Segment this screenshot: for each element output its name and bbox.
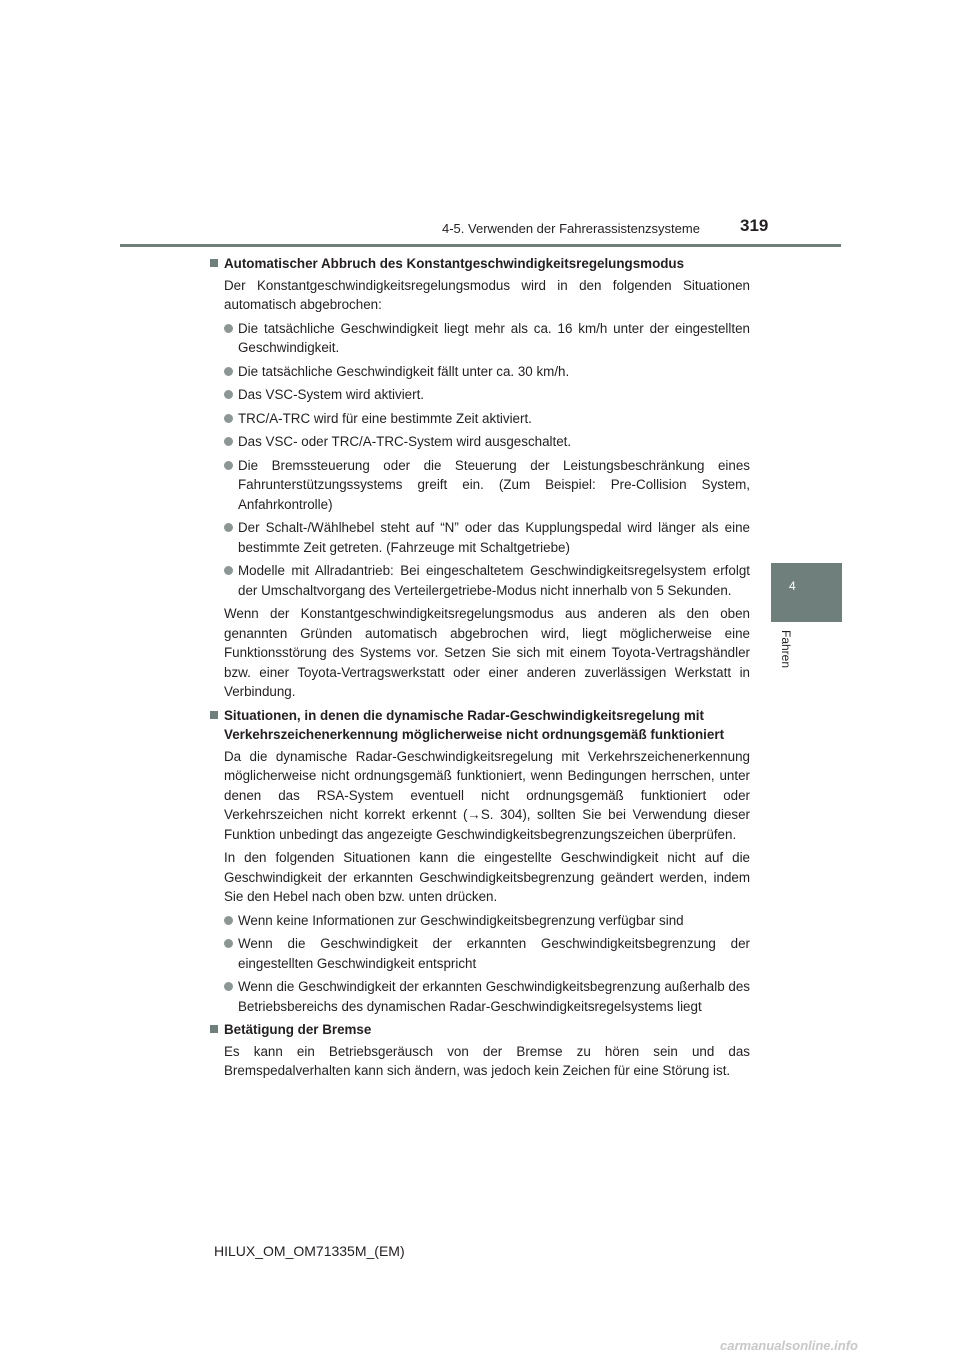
heading-text: Betätigung der Bremse xyxy=(224,1022,372,1037)
section-heading xyxy=(210,706,750,745)
watermark: carmanualsonline.info xyxy=(720,1338,858,1353)
round-bullet-icon xyxy=(224,523,233,532)
chapter-number: 4 xyxy=(789,579,796,593)
list-item xyxy=(210,432,750,452)
list-item-text: Die tatsächliche Geschwindigkeit liegt mehr als ca. 16 km/h unter der eingestellten Geschwindigkeit. xyxy=(238,320,750,355)
section-title: 4-5. Verwenden der Fahrerassistenzsysteme xyxy=(442,221,700,236)
chapter-label: Fahren xyxy=(779,630,793,669)
square-bullet-icon xyxy=(210,1025,218,1033)
header-divider xyxy=(120,244,841,247)
round-bullet-icon xyxy=(224,390,233,399)
section-auto-cancel xyxy=(210,254,750,702)
list-item xyxy=(210,385,750,405)
paragraph: Der Konstantgeschwindigkeitsregelungsmodus wird in den folgenden Situationen automatisch abgebrochen: xyxy=(224,277,750,312)
paragraph: In den folgenden Situationen kann die eingestellte Geschwindigkeit nicht auf die Geschwindigkeit der erkannten Geschwindigkeitsbegrenzung geändert werden, indem Sie den Hebel nach oben bzw. unten drücken. xyxy=(224,850,750,904)
heading-text: Situationen, in denen die dynamische Radar-Geschwindigkeitsregelung mit Verkehrszeichenerkennung möglicherweise nicht ordnungsgemäß funktioniert xyxy=(224,707,725,742)
paragraph: Da die dynamische Radar-Geschwindigkeitsregelung mit Verkehrszeichenerkennung möglicherweise nicht ordnungsgemäß funktioniert, wenn Bedingungen herrschen, unter denen das RSA-System eventuell nicht ordnungsgemäß funktioniert oder Verkehrszeichen nicht korrekt erkennt (→S. 304), sollten Sie bei Verwendung dieser Funktion unbedingt das angezeigte Geschwindigkeitsbegrenzungszeichen überprüfen. xyxy=(224,748,750,842)
document-code: HILUX_OM_OM71335M_(EM) xyxy=(214,1243,405,1259)
list-item-text: Wenn keine Informationen zur Geschwindigkeitsbegrenzung verfügbar sind xyxy=(238,912,684,928)
list-item-text: Der Schalt-/Wählhebel steht auf “N” oder das Kupplungspedal wird länger als eine bestimmte Zeit getreten. (Fahrzeuge mit Schaltgetriebe) xyxy=(238,520,750,555)
list-item xyxy=(210,977,750,1016)
list-item xyxy=(210,362,750,382)
page-number: 319 xyxy=(740,216,769,235)
list-item-text: Das VSC-System wird aktiviert. xyxy=(238,387,425,402)
round-bullet-icon xyxy=(224,982,233,991)
chapter-tab[interactable] xyxy=(771,563,842,622)
list-item-text: Die tatsächliche Geschwindigkeit fällt unter ca. 30 km/h. xyxy=(238,363,570,379)
round-bullet-icon xyxy=(224,367,233,376)
section-heading xyxy=(210,1020,750,1040)
heading-text: Automatischer Abbruch des Konstantgeschwindigkeitsregelungsmodus xyxy=(224,256,685,271)
list-item-text: Modelle mit Allradantrieb: Bei eingeschaltetem Geschwindigkeitsregelsystem erfolgt der Umschaltvorgang des Verteilergetriebe-Modus nicht innerhalb von 5 Sekunden. xyxy=(238,563,750,598)
page-content xyxy=(210,254,750,1085)
round-bullet-icon xyxy=(224,324,233,333)
section-heading xyxy=(210,254,750,274)
square-bullet-icon xyxy=(210,711,218,719)
round-bullet-icon xyxy=(224,437,233,446)
round-bullet-icon xyxy=(224,414,233,423)
round-bullet-icon xyxy=(224,461,233,470)
list-item-text: Wenn die Geschwindigkeit der erkannten Geschwindigkeitsbegrenzung außerhalb des Betriebsbereichs des dynamischen Radar-Geschwindigkeitsregelsystems liegt xyxy=(238,979,750,1014)
list-item xyxy=(210,319,750,358)
list-item-text: Die Bremssteuerung oder die Steuerung der Leistungsbeschränkung eines Fahrunterstützungssystems greift ein. (Zum Beispiel: Pre-Collision System, Anfahrkontrolle) xyxy=(238,457,750,512)
round-bullet-icon xyxy=(224,939,233,948)
list-item xyxy=(210,561,750,600)
list-item-text: Das VSC- oder TRC/A-TRC-System wird ausgeschaltet. xyxy=(238,434,572,449)
list-item xyxy=(210,911,750,931)
paragraph: Wenn der Konstantgeschwindigkeitsregelungsmodus aus anderen als den oben genannten Gründen automatisch abgebrochen wird, liegt möglicherweise eine Funktionsstörung des Systems vor. Setzen Sie sich mit einem Toyota-Vertragshändler bzw. einer Toyota-Vertragswerkstatt oder einer anderen zuverlässigen Werkstatt in Verbindung. xyxy=(224,606,750,699)
section-brake-operation xyxy=(210,1020,750,1081)
round-bullet-icon xyxy=(224,916,233,925)
square-bullet-icon xyxy=(210,259,218,267)
section-radar-cruise-limits xyxy=(210,706,750,1017)
list-item xyxy=(210,934,750,973)
list-item xyxy=(210,409,750,429)
list-item xyxy=(210,456,750,515)
list-item-text: Wenn die Geschwindigkeit der erkannten Geschwindigkeitsbegrenzung der eingestellten Geschwindigkeit entspricht xyxy=(238,936,750,971)
list-item-text: TRC/A-TRC wird für eine bestimmte Zeit aktiviert. xyxy=(238,410,532,426)
paragraph: Es kann ein Betriebsgeräusch von der Bremse zu hören sein und das Bremspedalverhalten kann sich ändern, was jedoch kein Zeichen für eine Störung ist. xyxy=(224,1043,750,1078)
list-item xyxy=(210,518,750,557)
round-bullet-icon xyxy=(224,566,233,575)
